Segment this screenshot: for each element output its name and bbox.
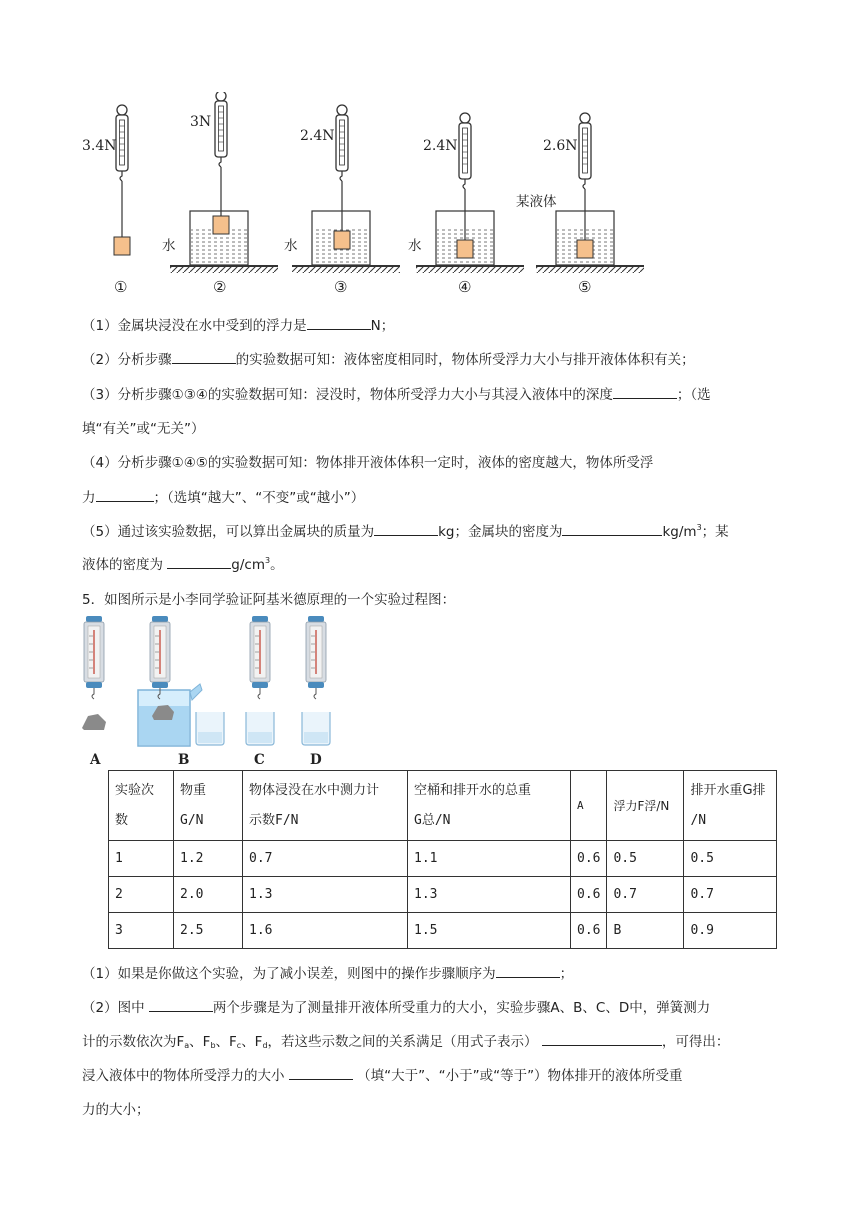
header-cell: 实验次 数 xyxy=(109,771,174,841)
fig-label-c: C xyxy=(254,752,265,768)
q5-part2-cont2: 浸入液体中的物体所受浮力的大小 （填“大于”、“小于”或“等于”）物体排开的液体所受重 xyxy=(82,1064,683,1084)
table-cell: 1.6 xyxy=(243,913,408,949)
table-row xyxy=(109,877,777,913)
table-row xyxy=(109,913,777,949)
answer-blank[interactable] xyxy=(96,487,154,502)
table-cell: 2.5 xyxy=(174,913,243,949)
table-cell: 1.3 xyxy=(243,877,408,913)
fig-label-d: D xyxy=(310,752,322,768)
archimedes-experiment-figure xyxy=(78,612,358,752)
reading-4: 2.4N xyxy=(423,138,458,154)
table-cell: 1.2 xyxy=(174,841,243,877)
q5-part2: （2）图中 两个步骤是为了测量排开液体所受重力的大小，实验步骤A、B、C、D中，弹簧测力 xyxy=(82,996,710,1016)
table-row xyxy=(109,841,777,877)
q4-part3-cont: 填“有关”或“无关”） xyxy=(82,421,205,437)
table-cell: 0.6 xyxy=(571,913,607,949)
fig-label-a: A xyxy=(90,752,101,768)
table-cell: 0.6 xyxy=(571,877,607,913)
water-label-4: 水 xyxy=(408,238,422,254)
answer-blank[interactable] xyxy=(289,1065,353,1080)
q5-part1: （1）如果是你做这个实验，为了减小误差，则图中的操作步骤顺序为 ； xyxy=(82,962,573,982)
table-cell: 1.1 xyxy=(408,841,571,877)
spring-scale-2 xyxy=(170,92,278,273)
water-label-3: 水 xyxy=(284,238,298,254)
spring-scale-1 xyxy=(114,105,130,255)
q4-part4: （4）分析步骤①④⑤的实验数据可知：物体排开液体体积一定时，液体的密度越大，物体所受浮 xyxy=(82,455,654,471)
answer-blank[interactable] xyxy=(562,521,662,536)
header-cell: 浮力F浮/N xyxy=(607,771,684,841)
table-cell: 2.0 xyxy=(174,877,243,913)
answer-blank[interactable] xyxy=(167,554,231,569)
water-label-2: 水 xyxy=(162,238,176,254)
step-label-3: ③ xyxy=(334,278,348,296)
spring-scale-4 xyxy=(416,113,524,273)
q4-part4-cont: 力 ；（选填“越大”、“不变”或“越小”） xyxy=(82,486,364,506)
header-cell: 物重 G/N xyxy=(174,771,243,841)
step-label-2: ② xyxy=(213,278,227,296)
experiment-data-table xyxy=(108,770,777,949)
q4-part5-cont: 液体的密度为 $g/cm^3$。 xyxy=(82,556,284,573)
header-cell: 排开水重G排 /N xyxy=(684,771,777,841)
header-cell: 物体浸没在水中测力计 示数F/N xyxy=(243,771,408,841)
step-label-1: ① xyxy=(114,278,128,296)
table-cell: 0.5 xyxy=(684,841,777,877)
q4-part2: （2）分析步骤 的实验数据可知：液体密度相同时，物体所受浮力大小与排开液体体积有关； xyxy=(82,348,695,368)
table-cell: 1 xyxy=(109,841,174,877)
reading-5: 2.6N xyxy=(543,138,578,154)
table-cell: 3 xyxy=(109,913,174,949)
answer-blank[interactable] xyxy=(542,1031,662,1046)
table-cell: 0.9 xyxy=(684,913,777,949)
answer-blank[interactable] xyxy=(496,963,560,978)
other-liquid-label: 某液体 xyxy=(516,194,557,210)
q4-part1: （1）金属块浸没在水中受到的浮力是 N； xyxy=(82,314,394,334)
table-cell: 1.5 xyxy=(408,913,571,949)
fig-label-b: B xyxy=(178,752,190,768)
reading-3: 2.4N xyxy=(300,128,335,144)
table-cell: 0.7 xyxy=(684,877,777,913)
table-cell: B xyxy=(607,913,684,949)
answer-blank[interactable] xyxy=(374,521,438,536)
table-cell: 0.7 xyxy=(607,877,684,913)
table-cell: 0.7 xyxy=(243,841,408,877)
answer-blank[interactable] xyxy=(613,384,677,399)
header-cell: A xyxy=(571,771,607,841)
header-cell: 空桶和排开水的总重 G总/N xyxy=(408,771,571,841)
buoyancy-experiment-figure xyxy=(70,92,670,302)
table-cell: 2 xyxy=(109,877,174,913)
q4-part5: （5）通过该实验数据，可以算出金属块的质量为 kg；金属块的密度为 $kg/m^3$；某 xyxy=(82,523,729,540)
q4-part3: （3）分析步骤①③④的实验数据可知：浸没时，物体所受浮力大小与其浸入液体中的深度 ；（选 xyxy=(82,383,711,403)
answer-blank[interactable] xyxy=(149,997,213,1012)
q5-title: 5．如图所示是小李同学验证阿基米德原理的一个实验过程图： xyxy=(82,592,456,608)
q5-part2-cont: 计的示数依次为$F_a$、$F_b$、$F_c$、$F_d$，若这些示数之间的关系满足（用式子表示） ，可得出： xyxy=(82,1030,729,1050)
table-header-row xyxy=(109,771,777,841)
reading-1: 3.4N xyxy=(82,138,117,154)
step-label-5: ⑤ xyxy=(578,278,592,296)
reading-2: 3N xyxy=(190,114,212,130)
table-cell: 0.6 xyxy=(571,841,607,877)
q5-part2-cont3: 力的大小； xyxy=(82,1102,150,1118)
table-cell: 0.5 xyxy=(607,841,684,877)
answer-blank[interactable] xyxy=(307,315,371,330)
step-label-4: ④ xyxy=(458,278,472,296)
table-cell: 1.3 xyxy=(408,877,571,913)
answer-blank[interactable] xyxy=(172,349,236,364)
